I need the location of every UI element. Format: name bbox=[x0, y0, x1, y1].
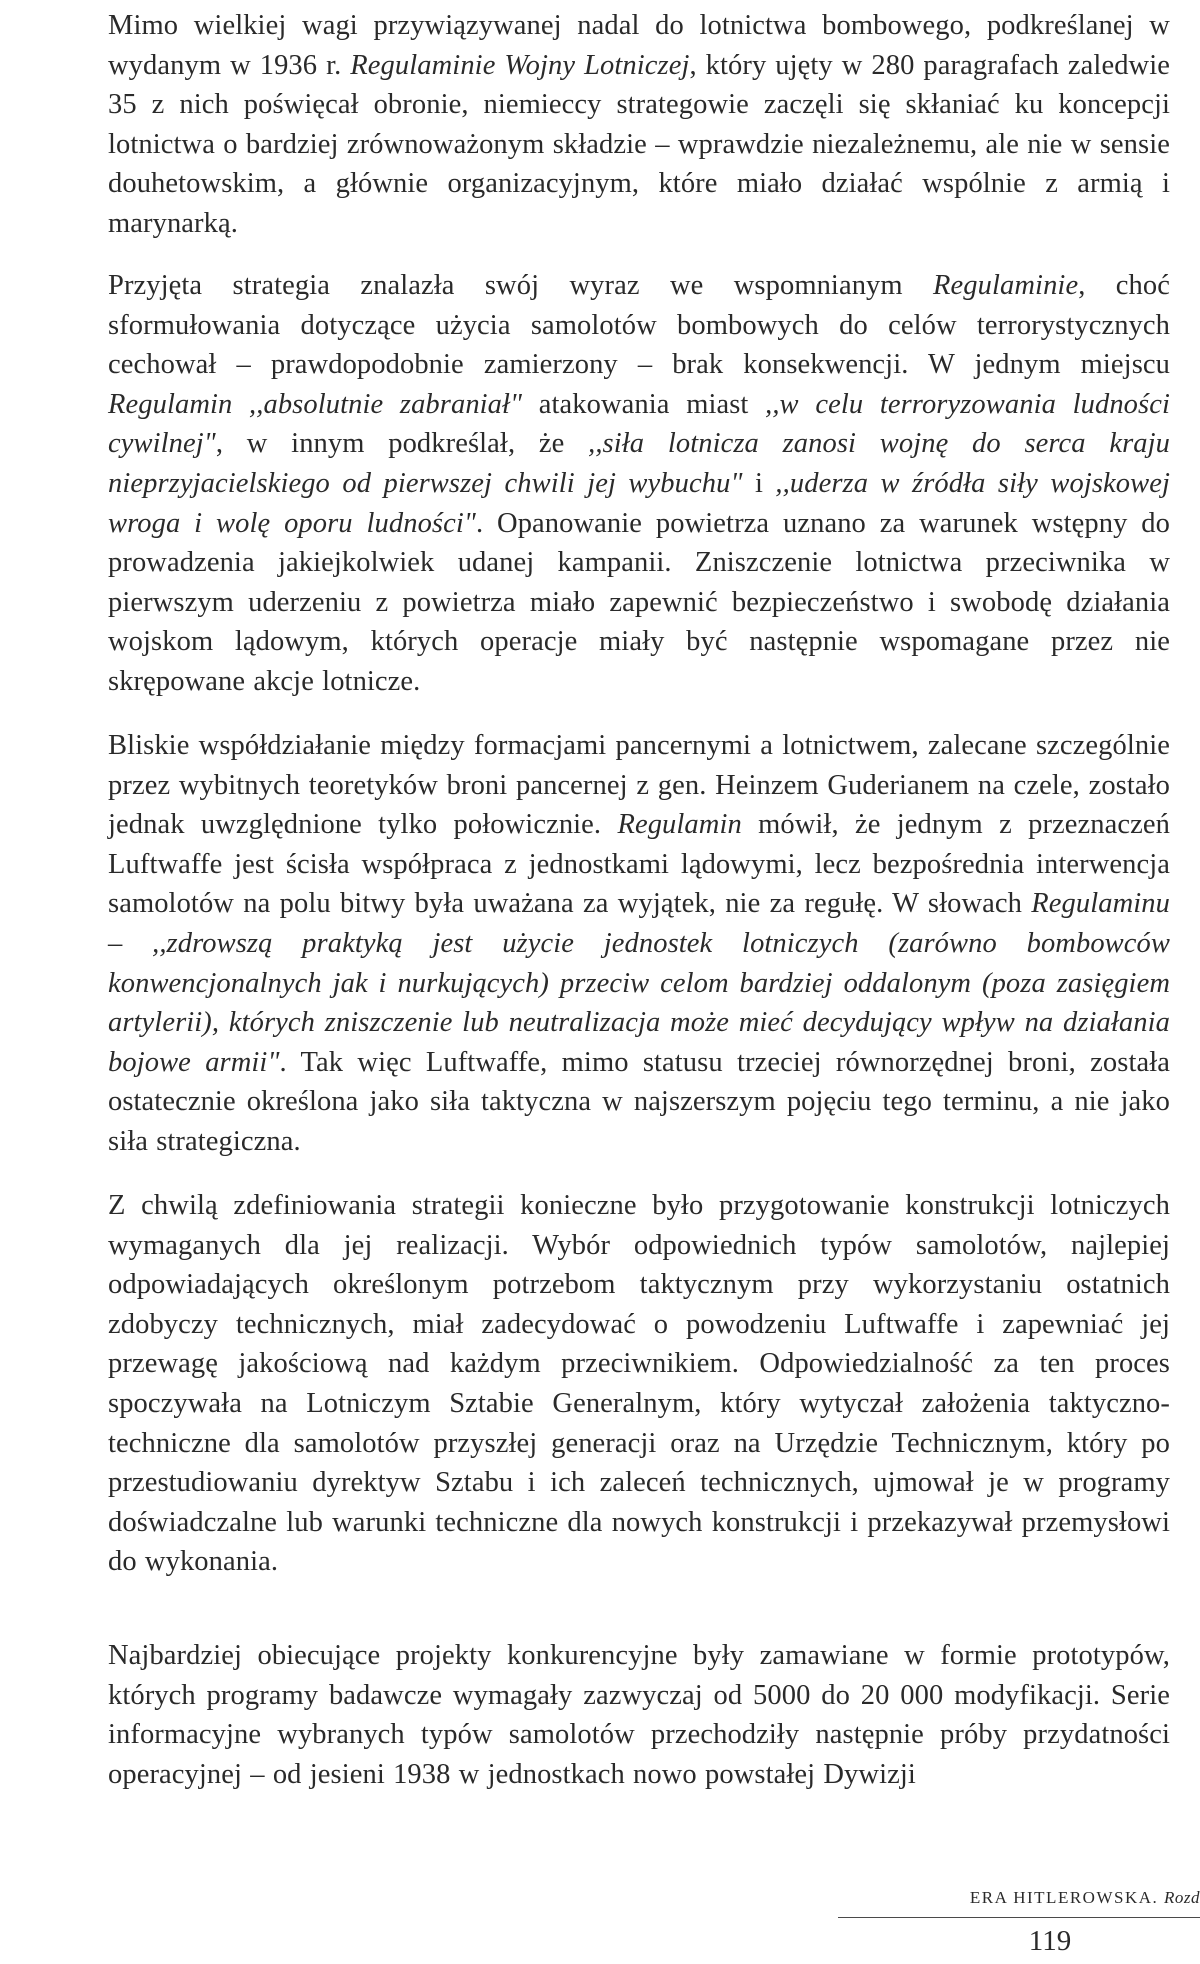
paragraph-2-text-a: Przyjęta strategia znalazła swój wyraz we wspomnianym bbox=[108, 270, 934, 301]
paragraph-2 bbox=[108, 266, 1170, 702]
paragraph-3-text-c: . Tak więc Luftwaffe, mimo statusu trzeciej równorzędnej broni, została ostatecznie określona jako siła taktyczna w najszerszym pojęciu tego terminu, a nie jako siła strategiczna. bbox=[108, 1046, 1170, 1157]
paragraph-1 bbox=[108, 6, 1170, 244]
running-head-chapter: Rozd bbox=[1164, 1888, 1200, 1907]
paragraph-4: Z chwilą zdefiniowania strategii konieczne było przygotowanie konstrukcji lotniczych wymaganych dla jej realizacji. Wybór odpowiednich typów samolotów, najlepiej odpowiadających określonym potrzebom taktycznym przy wykorzystaniu ostatnich zdobyczy technicznych, miał zadecydować o powodzeniu Luftwaffe i zapewniać jej przewagę jakościową nad każdym przeciwnikiem. Odpowiedzialność za ten proces spoczywała na Lotniczym Sztabie Generalnym, który wytyczał założenia taktyczno-techniczne dla samolotów przyszłej generacji oraz na Urzędzie Technicznym, który po przestudiowaniu dyrektyw Sztabu i ich zaleceń technicznych, ujmował je w programy doświadczalne lub warunki techniczne dla nowych konstrukcji i przekazywał przemysłowi do wykonania. bbox=[108, 1190, 1170, 1578]
running-head-title: ERA HITLEROWSKA. bbox=[969, 1888, 1159, 1907]
paragraph-1-title-italic: Regulaminie Wojny Lotniczej bbox=[350, 49, 690, 81]
paragraph-1-text-a: Mimo wielkiej wagi przywiązywanej nadal do lotnictwa bombowego, podkreślanej w wydanym w 1936 r. bbox=[108, 10, 1170, 81]
paragraph-3-text-b: mówił, że jednym z przeznaczeń Luftwaffe jest ścisła współpraca z jednostkami lądowymi, lecz bezpośrednia interwencja samolotów na polu bitwy była uważana za wyjątek, nie za regułę. W słowach bbox=[108, 809, 1170, 920]
page-number: 119 bbox=[1028, 1925, 1072, 1957]
paragraph-5: Najbardziej obiecujące projekty konkurencyjne były zamawiane w formie prototypów, których programy badawcze wymagały zazwyczaj od 5000 do 20 000 modyfikacji. Serie informacyjne wybranych typów samolotów przechodziły następnie próby przydatności operacyjnej – od jesieni 1938 w jednostkach nowo powstałej Dywizji bbox=[108, 1640, 1170, 1790]
running-head bbox=[850, 1888, 1200, 1908]
paragraph-1-text-b: , który ujęty w 280 paragrafach zaledwie 35 z nich poświęcał obronie, niemieccy strategowie zaczęli się skłaniać ku koncepcji lotnictwa o bardziej zrównoważonym składzie – wprawdzie niezależnemu, ale nie w sensie douhetowskim, a głównie organizacyjnym, które miało działać wspólnie z armią i marynarką. bbox=[108, 49, 1171, 239]
paragraph-2-italic-e: ,,uderza w źródła siły wojskowej wroga i wolę oporu ludności" bbox=[108, 467, 1170, 539]
paragraph-2-text-e: i bbox=[742, 467, 776, 499]
paragraph-2-text-d: , w innym podkreślał, że bbox=[215, 428, 589, 460]
paragraph-2-italic-a: Regulaminie bbox=[933, 270, 1079, 301]
paragraph-2-text-c: atakowania miast bbox=[522, 388, 766, 420]
paragraph-2-text-b: , choć sformułowania dotyczące użycia samolotów bombowych do celów terrorystycznych cechował – prawdopodobnie zamierzony – brak konsekwencji. W jednym miejscu bbox=[108, 270, 1170, 381]
paragraph-3-italic-b: Regulaminu – ,,zdrowszą praktyką jest użycie jednostek lotniczych (zarówno bombowców konwencjonalnych jak i nurkujących) przeciw celom bardziej oddalonym (poza zasięgiem artylerii), których zniszczenie lub neutralizacja może mieć decydujący wpływ na działania bojowe armii" bbox=[108, 888, 1170, 1078]
paragraph-2-italic-b: Regulamin ,,absolutnie zabraniał" bbox=[108, 388, 523, 420]
paragraph-2-text-f: . Opanowanie powietrza uznano za warunek wstępny do prowadzenia jakiejkolwiek udanej kampanii. Zniszczenie lotnictwa przeciwnika w pierwszym uderzeniu z powietrza miało zapewnić bezpieczeństwo i swobodę działania wojskom lądowym, których operacje miały być następnie wspomagane przez nie skrępowane akcje lotnicze. bbox=[108, 507, 1170, 697]
paragraph-3-text-a: Bliskie współdziałanie między formacjami pancernymi a lotnictwem, zalecane szczególnie przez wybitnych teoretyków broni pancernej z gen. Heinzem Guderianem na czele, zostało jednak uwzględnione tylko połowicznie. bbox=[108, 730, 1170, 841]
paragraph-2-italic-d: ,,siła lotnicza zanosi wojnę do serca kraju nieprzyjacielskiego od pierwszej chwili jej wybuchu" bbox=[108, 428, 1170, 499]
footer-rule bbox=[838, 1917, 1200, 1918]
paragraph-2-italic-c: ,,w celu terroryzowania ludności cywilnej" bbox=[108, 388, 1170, 460]
paragraph-3-italic-a: Regulamin bbox=[617, 809, 742, 841]
paragraph-3 bbox=[108, 726, 1170, 1162]
